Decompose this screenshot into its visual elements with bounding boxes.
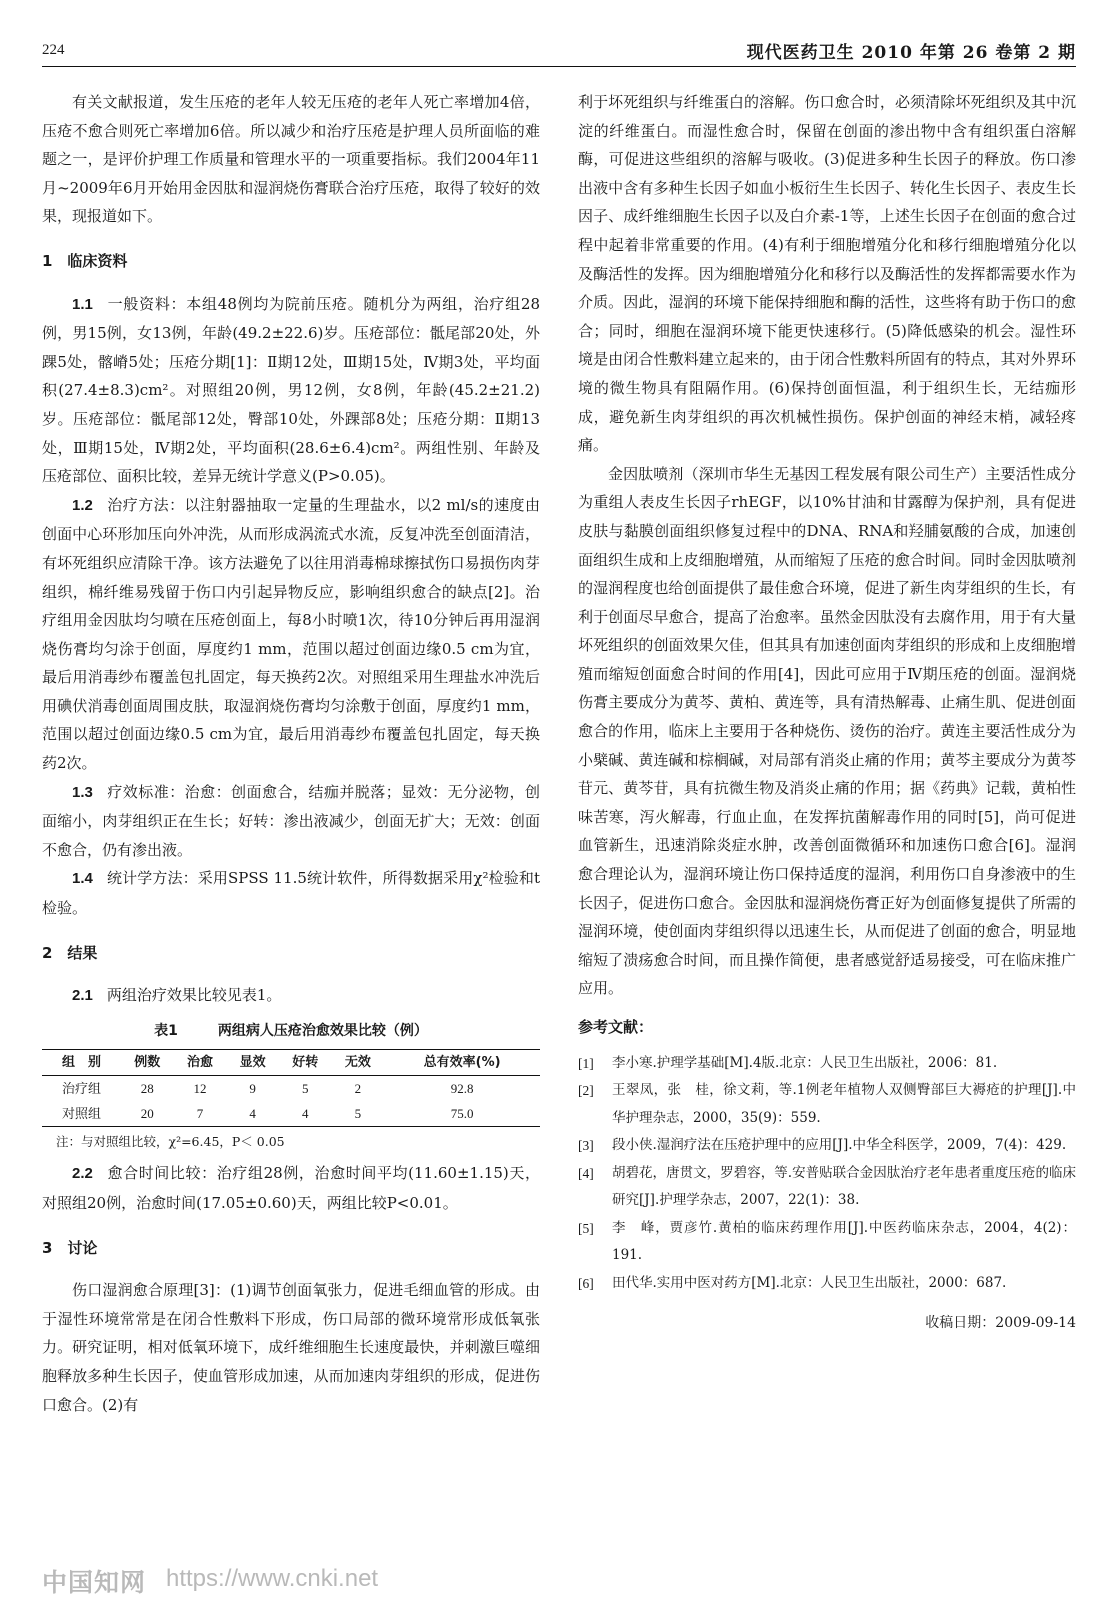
reference-number: [6] (578, 1275, 594, 1291)
section-3-heading: 3 讨论 (42, 1238, 98, 1257)
table-header-cell: 无效 (344, 1055, 371, 1071)
subsection-text: 疗效标准：治愈：创面愈合，结痂并脱落；显效：无分泌物，创面缩小，肉芽组织正在生长；好转：渗出液减少，创面无扩大；无效：创面不愈合，仍有渗出液。 (42, 782, 540, 859)
subsection-number: 1.3 (72, 783, 93, 801)
table-cell: 5 (354, 1106, 362, 1122)
subsection-text: 一般资料：本组48例均为院前压疮。随机分为两组，治疗组28例，男15例，女13例，年龄(49.2±22.6)岁。压疮部位：骶尾部20处，外踝5处，髂嵴5处；压疮分期[1]：Ⅱ期12处，Ⅲ期15处，Ⅳ期3处，平均面积(27.4±8.3)cm²。对照组20例，男12例，女8例，年龄(45.2±21.2)岁。压疮部位：骶尾部12处，臀部10处，外踝部8处；压疮分期：Ⅱ期13处，Ⅲ期15处，Ⅳ期2处，平均面积(28.6±6.4)cm²。两组性别、年龄及压疮部位、面积比较，差异无统计学意义(P>0.05)。 (42, 294, 540, 486)
subsection-number: 1.4 (72, 870, 93, 888)
references-heading: 参考文献： (578, 1018, 654, 1036)
subsection-number: 1.1 (72, 295, 93, 313)
table-row (42, 1101, 540, 1127)
section-1-heading: 1 临床资料 (42, 251, 128, 270)
discussion-continued: 利于坏死组织与纤维蛋白的溶解。伤口愈合时，必须清除坏死组织及其中沉淀的纤维蛋白。而湿性愈合时，保留在创面的渗出物中含有组织蛋白溶解酶，可促进这些组织的溶解与吸收。(3)促进多种生长因子的释放。伤口渗出液中含有多种生长因子如血小板衍生生长因子、转化生长因子、表皮生长因子、成纤维细胞生长因子以及白介素-1等，上述生长因子在创面的愈合过程中起着非常重要的作用。(4)有利于细胞增殖分化和移行细胞增殖分化以及酶活性的发挥。因为细胞增殖分化和移行以及酶活性的发挥都需要水作为介质。因此，湿润的环境下能保持细胞和酶的活性，这些将有助于伤口的愈合；同时，细胞在湿润环境下能更快速移行。(5)降低感染的机会。湿性环境是由闭合性敷料建立起来的，由于闭合性敷料所固有的特点，其对外界环境的微生物具有阻隔作用。(6)保持创面恒温，利于组织生长，无结痂形成，避免新生肉芽组织的再次机械性损伤。保护创面的神经末梢，减轻疼痛。 (578, 93, 1076, 455)
cnki-watermark (42, 1563, 462, 1603)
cnki-logo: 中国知网 (42, 1568, 147, 1597)
reference-text: 田代华.实用中医对药方[M].北京：人民卫生出版社，2000：687. (612, 1274, 1007, 1291)
right-column (578, 88, 1076, 1338)
reference-text: 李 峰，贾彦竹.黄柏的临床药理作用[J].中医药临床杂志，2004，4(2)：191. (612, 1219, 1076, 1264)
section-1-3 (42, 778, 540, 865)
table-cell: 7 (196, 1106, 204, 1122)
reference-item (578, 1160, 1076, 1215)
subsection-number: 1.2 (72, 496, 93, 514)
table-cell: 75.0 (450, 1106, 474, 1122)
section-2-heading: 2 结果 (42, 943, 98, 962)
reference-number: [2] (578, 1083, 594, 1099)
section-2-2 (42, 1159, 540, 1217)
intro-paragraph: 有关文献报道，发生压疮的老年人较无压疮的老年人死亡率增加4倍，压疮不愈合则死亡率增加6倍。所以减少和治疗压疮是护理人员所面临的难题之一，是评价护理工作质量和管理水平的一项重要指标。我们2004年11月~2009年6月开始用金因肽和湿润烧伤膏联合治疗压疮，取得了较好的效果，现报道如下。 (42, 93, 540, 226)
reference-text: 李小寒.护理学基础[M].4版.北京：人民卫生出版社，2006：81. (612, 1054, 998, 1071)
header-rule (42, 66, 1076, 67)
received-date: 收稿日期：2009-09-14 (925, 1315, 1076, 1332)
table-note: 注：与对照组比较，χ²=6.45，P＜ 0.05 (56, 1134, 285, 1150)
table-header-cell: 显效 (239, 1055, 266, 1071)
reference-item (578, 1077, 1076, 1132)
table-cell: 4 (249, 1106, 256, 1122)
table-cell: 20 (140, 1106, 154, 1122)
journal-title: 现代医药卫生 2010 年第 26 卷第 2 期 (746, 43, 1076, 63)
subsection-text: 两组治疗效果比较见表1。 (106, 986, 282, 1005)
reference-text: 王翠凤，张 桂，徐文莉，等.1例老年植物人双侧臀部巨大褥疮的护理[J].中华护理杂志，2000，35(9)：559. (612, 1082, 1076, 1126)
table-label: 表1 (154, 1022, 178, 1039)
table-cell: 12 (193, 1081, 207, 1097)
reference-number: [1] (578, 1055, 594, 1071)
table-cell: 92.8 (450, 1081, 474, 1097)
subsection-number: 2.1 (72, 987, 93, 1005)
results-table (42, 1049, 540, 1127)
reference-item (578, 1215, 1076, 1270)
left-column (42, 88, 540, 1419)
table-header-cell: 治愈 (186, 1055, 213, 1071)
table-header-cell: 例数 (134, 1055, 161, 1071)
subsection-text: 治疗方法：以注射器抽取一定量的生理盐水，以2 ml/s的速度由创面中心环形加压向外冲洗，从而形成涡流式水流，反复冲洗至创面清洁，有坏死组织应清除干净。该方法避免了以往用消毒棉球擦拭伤口易损伤肉芽组织，棉纤维易残留于伤口内引起异物反应，影响组织愈合的缺点[2]。治疗组用金因肽均匀喷在压疮创面上，每8小时喷1次，待10分钟后再用湿润烧伤膏均匀涂于创面，厚度约1 mm，范围以超过创面边缘0.5 cm为宜，最后用消毒纱布覆盖包扎固定，每天换药2次。对照组采用生理盐水冲洗后用碘伏消毒创面周围皮肤，取湿润烧伤膏均匀涂敷于创面，厚度约1 mm，范围以超过创面边缘0.5 cm为宜，最后用消毒纱布覆盖包扎固定，每天换药2次。 (42, 495, 540, 773)
page-number: 224 (42, 42, 65, 58)
table-header-cell: 总有效率(%) (423, 1055, 501, 1071)
table-header-row (42, 1050, 540, 1076)
reference-item (578, 1050, 1076, 1078)
subsection-text: 愈合时间比较：治疗组28例，治愈时间平均(11.60±1.15)天，对照组20例，治愈时间(17.05±0.60)天，两组比较P<0.01。 (42, 1164, 540, 1212)
table-cell: 4 (302, 1106, 309, 1122)
table-cell: 2 (354, 1081, 362, 1097)
section-1-1 (42, 290, 540, 491)
table-header-cell: 好转 (292, 1055, 319, 1071)
reference-number: [4] (578, 1165, 594, 1181)
table-cell: 28 (140, 1081, 154, 1097)
table-caption (42, 1017, 540, 1046)
reference-list (578, 1050, 1076, 1298)
reference-number: [5] (578, 1220, 594, 1236)
table-row (42, 1076, 540, 1102)
table-cell: 5 (302, 1081, 309, 1097)
section-1-2 (42, 491, 540, 778)
subsection-text: 统计学方法：采用SPSS 11.5统计软件，所得数据采用χ²检验和t检验。 (42, 869, 540, 918)
subsection-number: 2.2 (72, 1165, 93, 1183)
table-cell: 9 (249, 1081, 256, 1097)
reference-text: 段小侠.湿润疗法在压疮护理中的应用[J].中华全科医学，2009，7(4)：429. (612, 1137, 1067, 1154)
reference-item (578, 1132, 1076, 1160)
table-cell: 治疗组 (61, 1081, 101, 1097)
section-1-4 (42, 864, 540, 922)
page-header (42, 38, 1076, 66)
table-title: 两组病人压疮治愈效果比较（例） (217, 1022, 428, 1039)
reference-number: [3] (578, 1138, 594, 1154)
table-header-cell: 组 别 (61, 1055, 101, 1071)
section-2-1 (42, 981, 540, 1011)
discussion-paragraph-2: 金因肽喷剂（深圳市华生无基因工程发展有限公司生产）主要活性成分为重组人表皮生长因子rhEGF，以10%甘油和甘露醇为保护剂，具有促进皮肤与黏膜创面组织修复过程中的DNA、RNA和羟脯氨酸的合成，加速创面组织生成和上皮细胞增殖，从而缩短了压疮的愈合时间。同时金因肽喷剂的湿润程度也给创面提供了最佳愈合环境，促进了新生肉芽组织的生长，有利于创面尽早愈合，提高了治愈率。虽然金因肽没有去腐作用，用于有大量坏死组织的创面效果欠佳，但其具有加速创面肉芽组织的形成和上皮细胞增殖而缩短创面愈合时间的作用[4]，因此可应用于Ⅳ期压疮的创面。湿润烧伤膏主要成分为黄芩、黄柏、黄连等，具有清热解毒、止痛生肌、促进创面愈合的作用，临床上主要用于各种烧伤、烫伤的治疗。黄连主要活性成分为小檗碱、黄连碱和棕榈碱，对局部有消炎止痛的作用；黄芩主要成分为黄芩苷元、黄芩苷，具有抗微生物及消炎止痛的作用；据《药典》记载，黄柏性味苦寒，泻火解毒，行血止血，在发挥抗菌解毒作用的同时[5]，尚可促进血管新生，迅速消除炎症水肿，改善创面微循环和加速伤口愈合[6]。湿润愈合理论认为，湿润环境让伤口保持适度的湿润，利用伤口自身渗液中的生长因子，促进伤口愈合。金因肽和湿润烧伤膏正好为创面修复提供了所需的湿润环境，使创面肉芽组织得以迅速生长，从而促进了创面的愈合，明显地缩短了溃疡愈合时间，而且操作简便，患者感觉舒适易接受，可在临床推广应用。 (578, 464, 1076, 998)
cnki-url: https://www.cnki.net (166, 1565, 379, 1592)
reference-text: 胡碧花，唐贯文，罗碧容，等.安普贴联合金因肽治疗老年患者重度压疮的临床研究[J].护理学杂志，2007，22(1)：38. (612, 1164, 1076, 1209)
table-cell: 对照组 (61, 1106, 101, 1122)
discussion-paragraph: 伤口湿润愈合原理[3]：(1)调节创面氧张力，促进毛细血管的形成。由于湿性环境常常是在闭合性敷料下形成，伤口局部的微环境常形成低氧张力。研究证明，相对低氧环境下，成纤维细胞生长速度最快，并刺激巨噬细胞释放多种生长因子，使血管形成加速，从而加速肉芽组织的形成，促进伤口愈合。(2)有 (42, 1281, 540, 1414)
reference-item (578, 1270, 1076, 1298)
